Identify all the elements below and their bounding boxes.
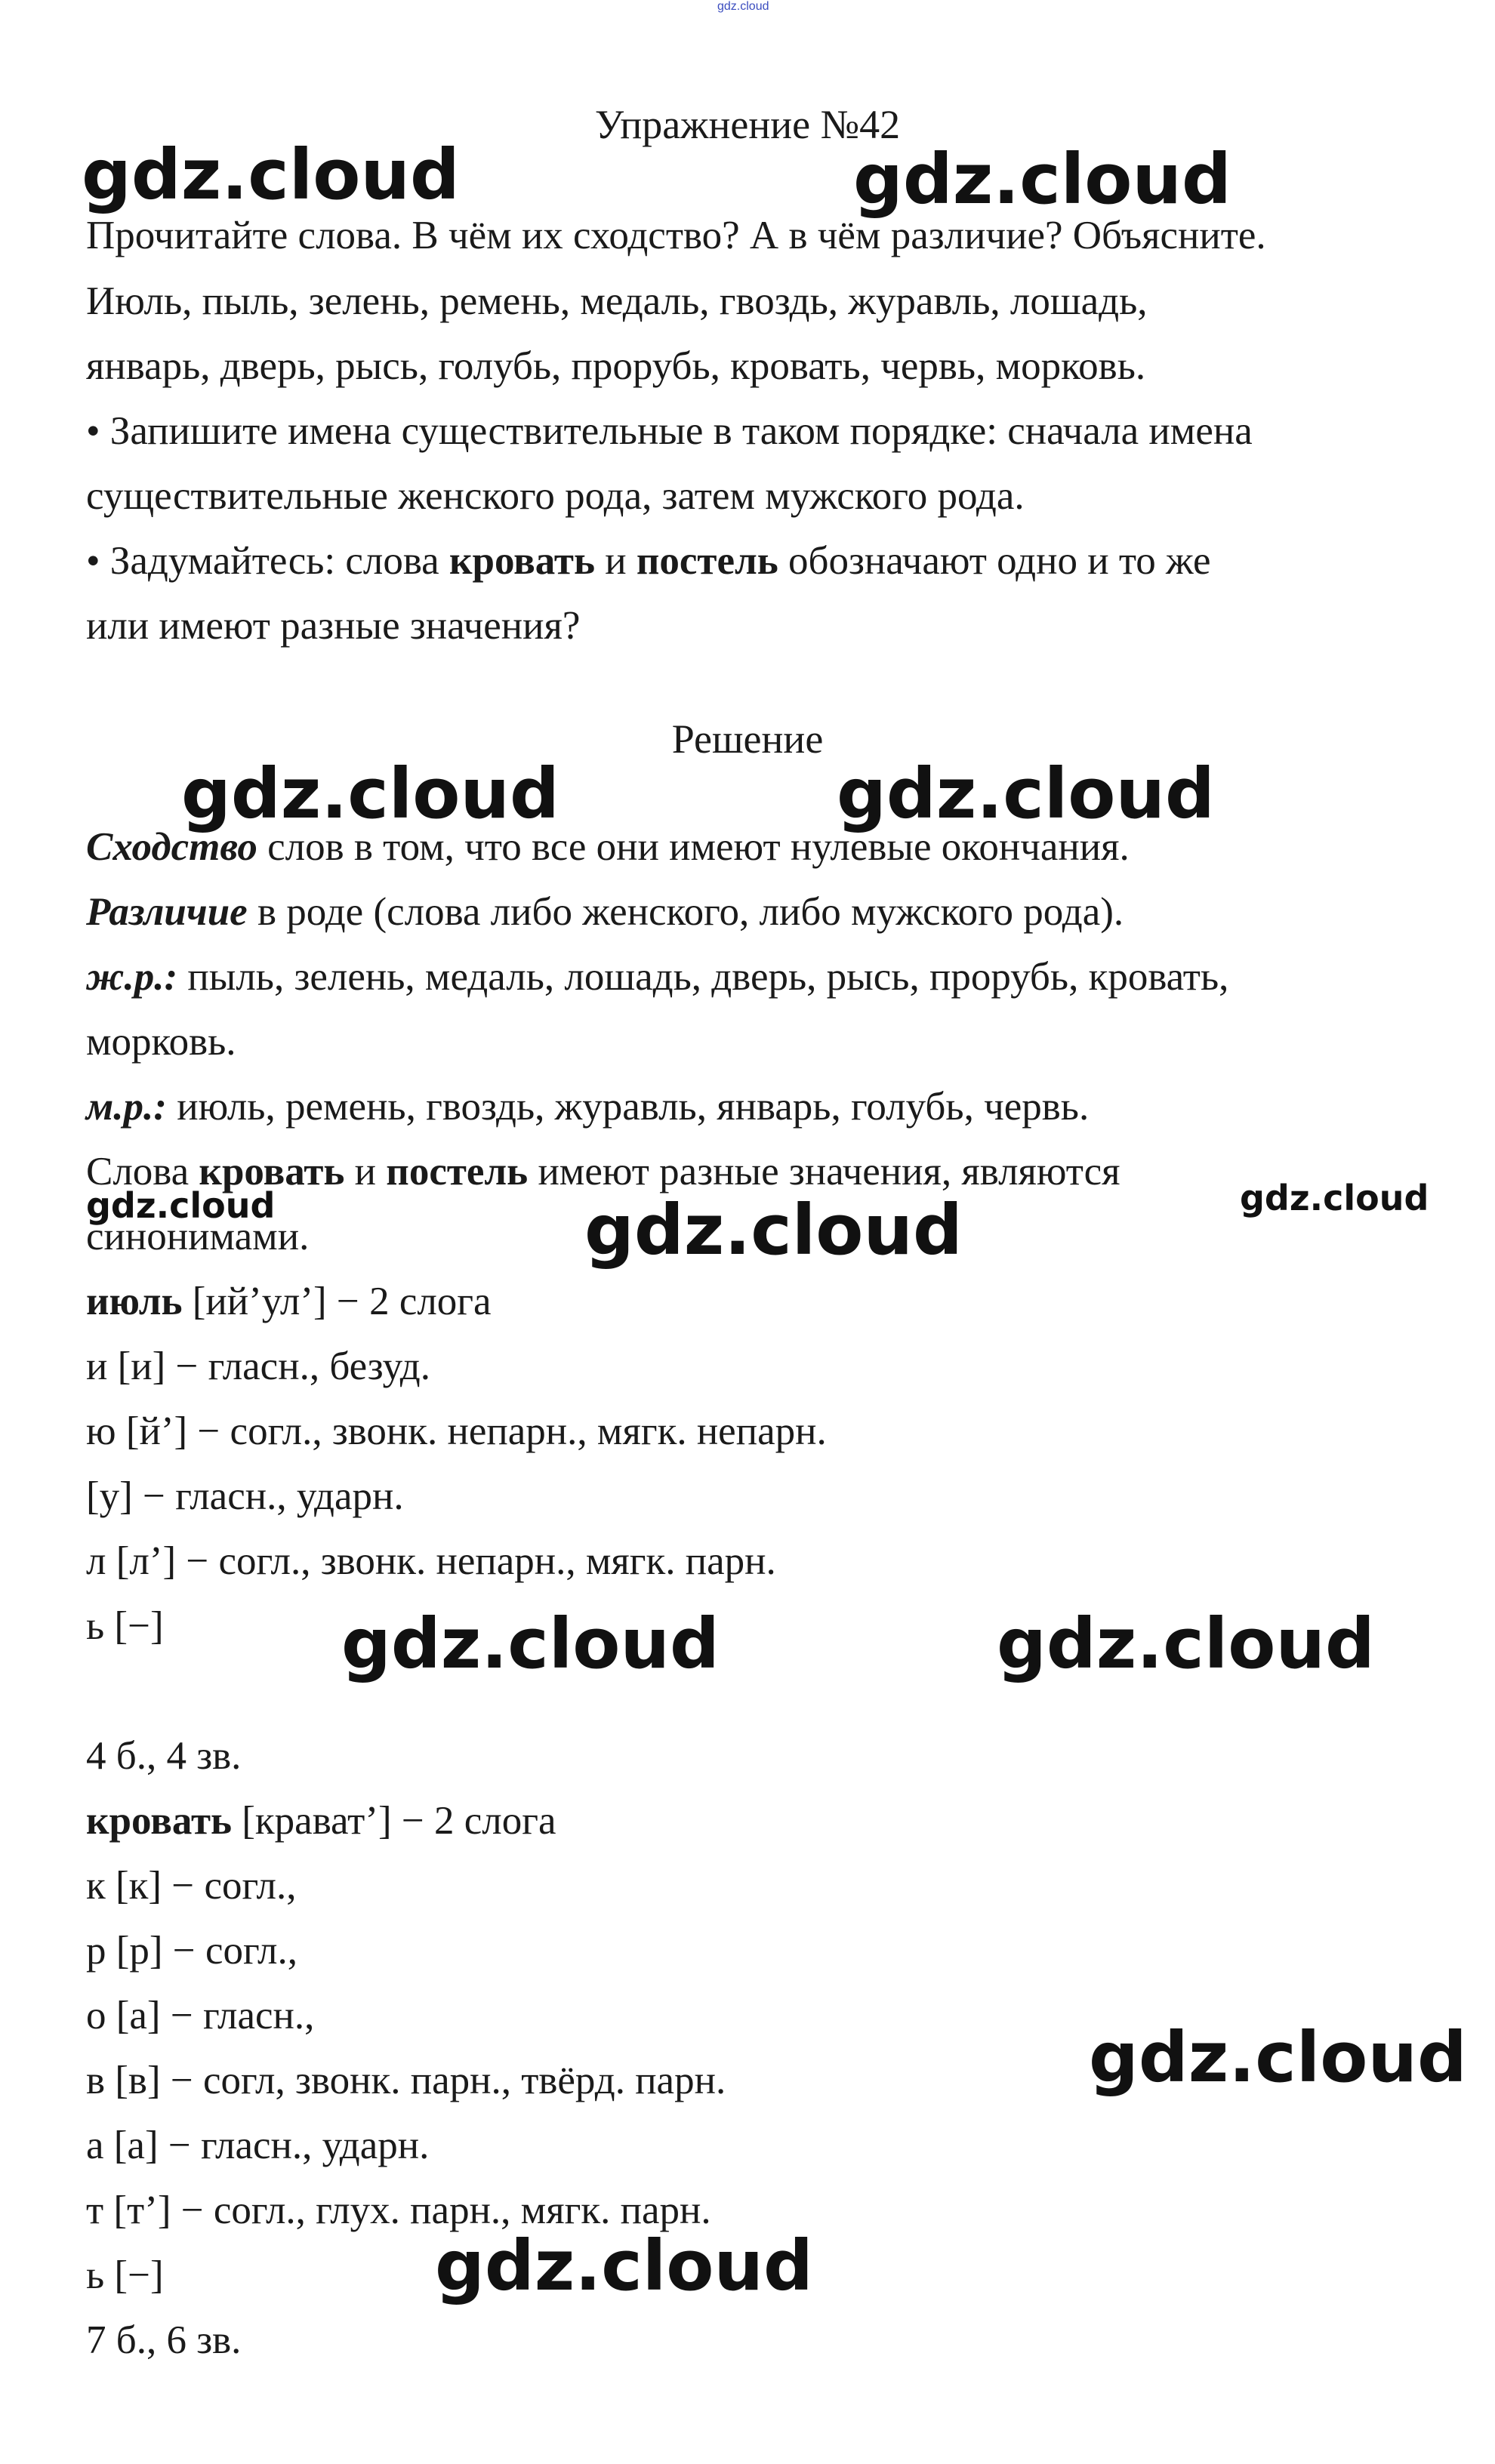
analysis-row: к [к] − согл., <box>86 1864 297 1908</box>
watermark: gdz.cloud <box>1089 2017 1467 2098</box>
watermark: gdz.cloud <box>584 1190 963 1270</box>
analysis-iyul-header <box>86 1282 492 1322</box>
exercise-title: Упражнение №42 <box>594 102 901 147</box>
analysis-row: ь [−] <box>86 2253 164 2297</box>
masculine-line <box>86 1087 1089 1127</box>
feminine-line-2: морковь. <box>86 1020 236 1064</box>
bullet-2-word-postel: постель <box>636 539 778 583</box>
difference-label: Различие <box>86 890 248 934</box>
watermark: gdz.cloud <box>86 1185 276 1226</box>
analysis-krovat-header <box>86 1801 556 1841</box>
analysis-row: р [р] − согл., <box>86 1929 297 1973</box>
analysis-row: [у] − гласн., ударн. <box>86 1474 404 1518</box>
analysis-row: ь [−] <box>86 1604 164 1648</box>
analysis-row: л [л’] − согл., звонк. непарн., мягк. парн. <box>86 1539 776 1583</box>
words-text-e: имеют разные значения, являются <box>528 1150 1120 1194</box>
difference-text: в роде (слова либо женского, либо мужского рода). <box>247 890 1124 934</box>
words-postel: постель <box>386 1150 529 1194</box>
analysis-krovat-transcription: [крават’] − 2 слога <box>232 1799 556 1843</box>
watermark: gdz.cloud <box>1240 1178 1429 1218</box>
similarity-label: Сходство <box>86 825 257 869</box>
solution-title: Решение <box>671 716 824 762</box>
similarity-text: слов в том, что все они имеют нулевые окончания. <box>257 825 1130 869</box>
watermark: gdz.cloud <box>181 753 559 834</box>
top-watermark: gdz.cloud <box>717 0 769 13</box>
analysis-row: в [в] − согл, звонк. парн., твёрд. парн. <box>86 2059 726 2102</box>
analysis-krovat-word: кровать <box>86 1799 233 1843</box>
bullet-2-text-a: • Задумайтесь: слова <box>86 539 449 583</box>
analysis-row: ю [й’] − согл., звонк. непарн., мягк. непарн. <box>86 1409 827 1453</box>
task-line-3: январь, дверь, рысь, голубь, прорубь, кровать, червь, морковь. <box>86 344 1146 388</box>
task-bullet-1-line-2: существительные женского рода, затем мужского рода. <box>86 474 1025 518</box>
bullet-2-text-c: и <box>594 539 637 583</box>
analysis-iyul-transcription: [ий’ул’] − 2 слога <box>182 1280 492 1323</box>
task-line-2: Июль, пыль, зелень, ремень, медаль, гвоздь, журавль, лошадь, <box>86 279 1148 323</box>
task-bullet-2-line-1 <box>86 541 1210 581</box>
watermark: gdz.cloud <box>341 1603 720 1684</box>
feminine-label: ж.р.: <box>86 955 178 999</box>
watermark: gdz.cloud <box>82 134 460 215</box>
analysis-iyul-word: июль <box>86 1280 183 1323</box>
words-text-c: и <box>344 1150 387 1194</box>
bullet-2-word-krovat: кровать <box>448 539 595 583</box>
task-bullet-1-line-1: • Запишите имена существительные в таком порядке: сначала имена <box>86 409 1253 453</box>
task-line-1: Прочитайте слова. В чём их сходство? А в чём различие? Объясните. <box>86 214 1266 257</box>
bullet-2-text-e: обозначают одно и то же <box>778 539 1211 583</box>
analysis-row: и [и] − гласн., безуд. <box>86 1344 430 1388</box>
analysis-krovat-summary: 7 б., 6 зв. <box>86 2318 242 2362</box>
words-text-a: Слова <box>86 1150 199 1194</box>
watermark: gdz.cloud <box>853 139 1231 220</box>
analysis-row: т [т’] − согл., глух. парн., мягк. парн. <box>86 2188 711 2232</box>
words-krovat: кровать <box>199 1150 345 1194</box>
masculine-text: июль, ремень, гвоздь, журавль, январь, голубь, червь. <box>166 1085 1090 1129</box>
task-bullet-2-line-2: или имеют разные значения? <box>86 604 581 648</box>
feminine-line <box>86 957 1228 997</box>
difference-line <box>86 892 1124 932</box>
words-meaning-line-2: синонимами. <box>86 1215 310 1258</box>
analysis-row: а [а] − гласн., ударн. <box>86 2124 430 2167</box>
watermark: gdz.cloud <box>435 2225 813 2306</box>
analysis-iyul-summary: 4 б., 4 зв. <box>86 1734 242 1778</box>
feminine-text: пыль, зелень, медаль, лошадь, дверь, рысь, прорубь, кровать, <box>177 955 1229 999</box>
watermark: gdz.cloud <box>997 1603 1375 1684</box>
masculine-label: м.р.: <box>86 1085 167 1129</box>
watermark: gdz.cloud <box>837 753 1215 834</box>
analysis-row: о [а] − гласн., <box>86 1994 315 2037</box>
